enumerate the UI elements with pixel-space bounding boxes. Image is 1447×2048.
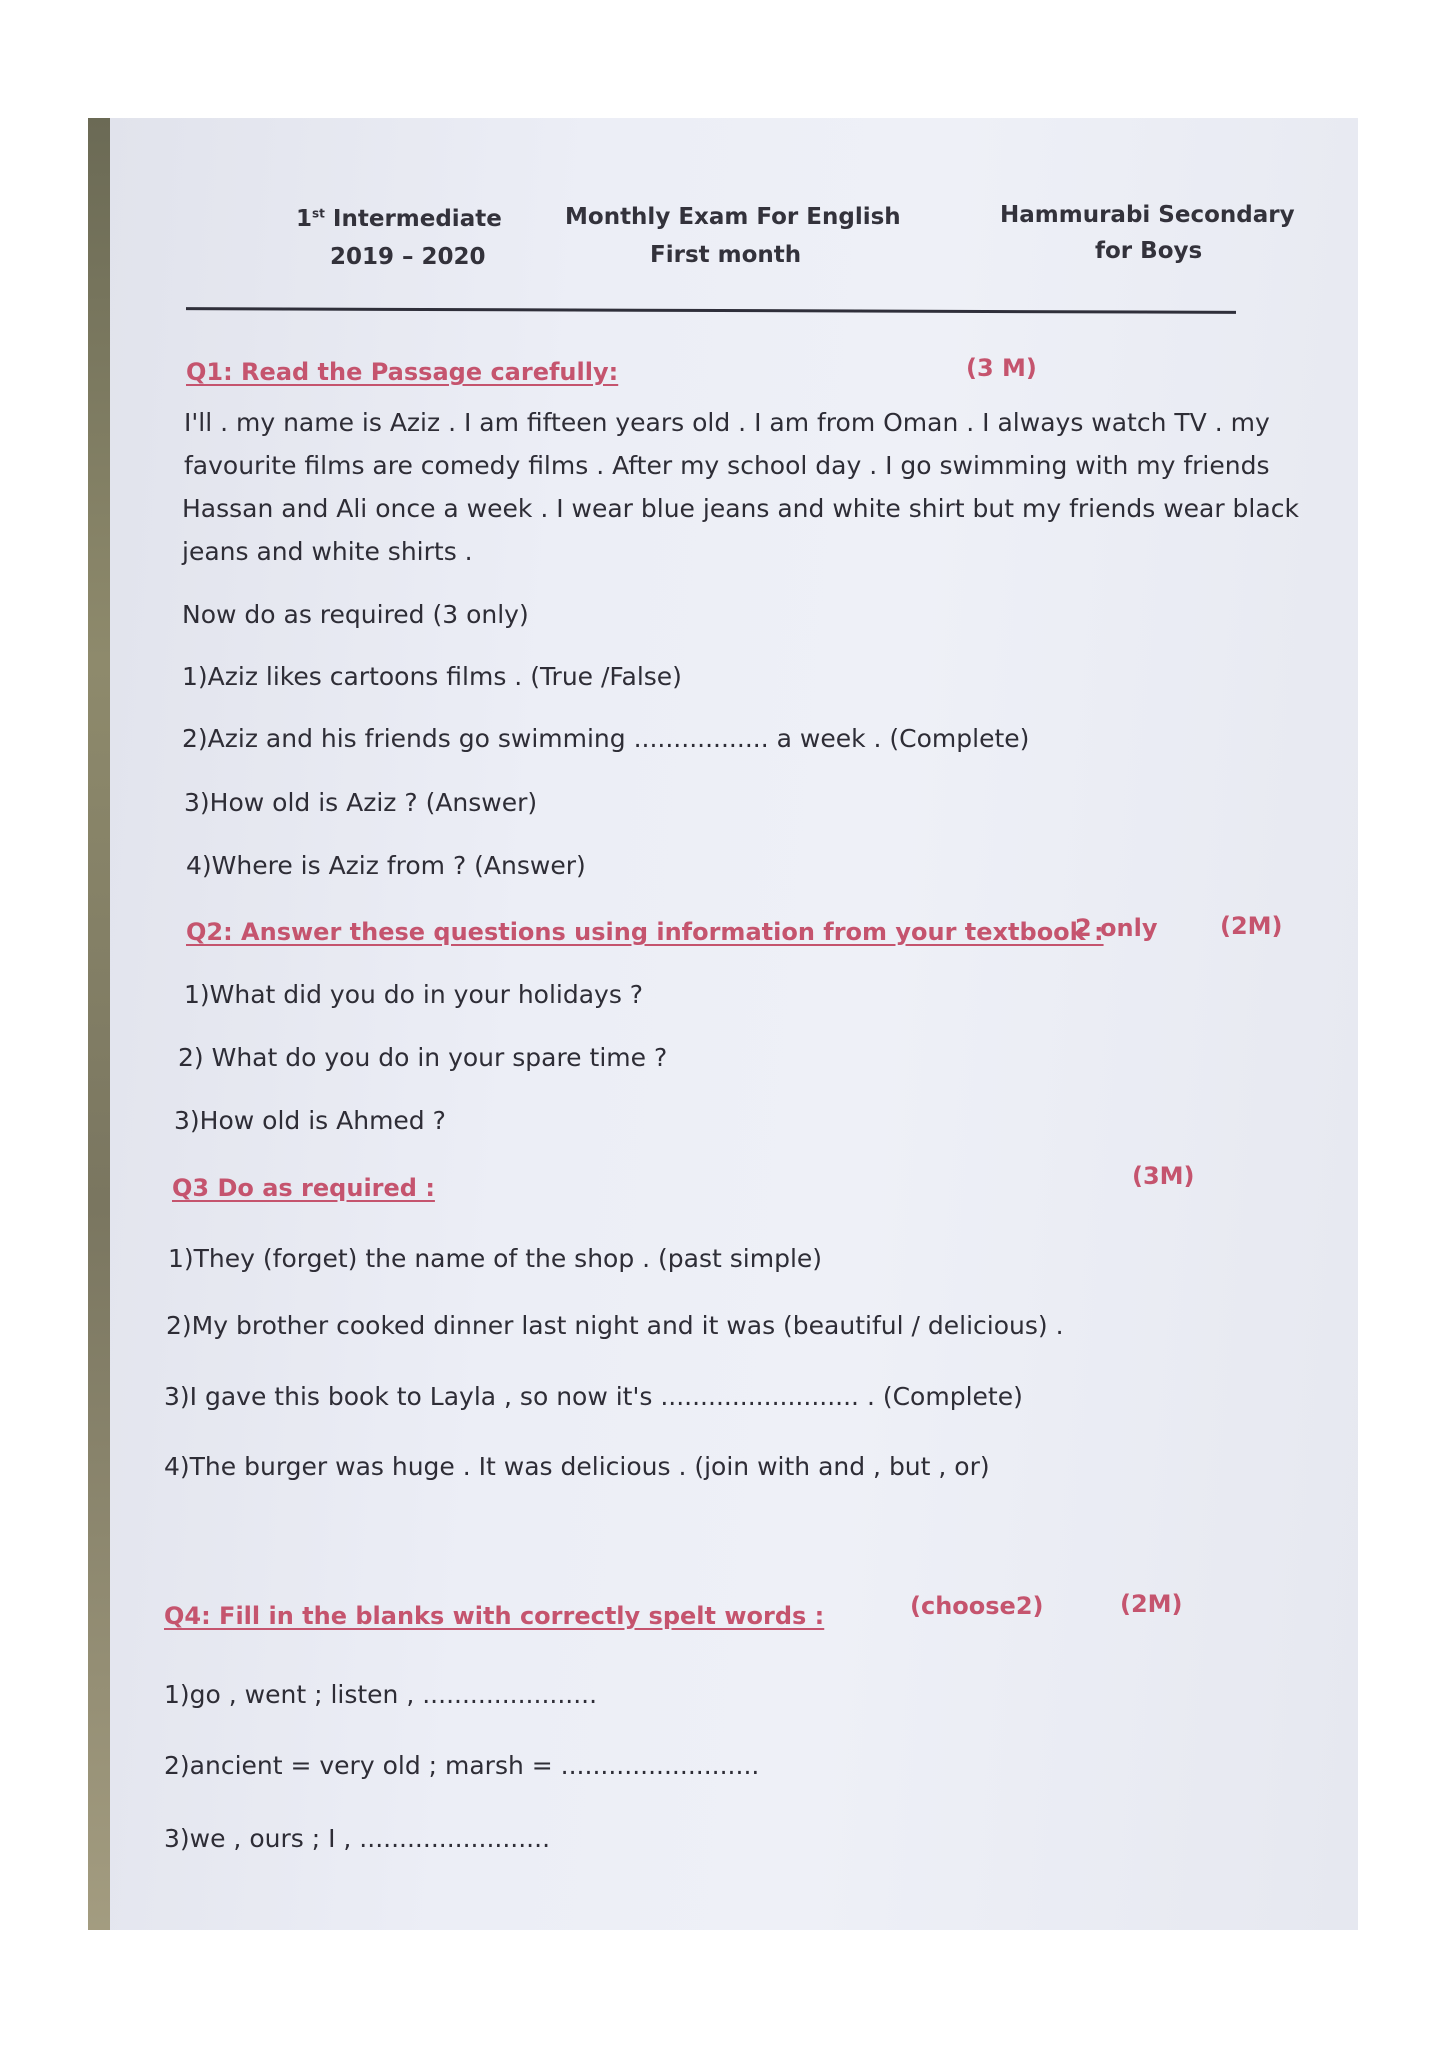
q4-choose: (choose2) bbox=[910, 1592, 1044, 1620]
school-name: Hammurabi Secondary bbox=[1000, 202, 1295, 228]
q4-item: 2)ancient = very old ; marsh = ......................... bbox=[164, 1751, 760, 1780]
q2-note: 2 only bbox=[1075, 914, 1158, 942]
grade-label: 1st Intermediate bbox=[296, 206, 502, 232]
q1-item: 4)Where is Aziz from ? (Answer) bbox=[186, 851, 586, 880]
q1-passage-line: favourite films are comedy films . After my school day . I go swimming with my friends bbox=[184, 451, 1270, 480]
q4-item: 3)we , ours ; I , ........................ bbox=[164, 1824, 551, 1853]
q1-item: 1)Aziz likes cartoons films . (True /False) bbox=[182, 662, 682, 691]
q2-item: 3)How old is Ahmed ? bbox=[174, 1106, 446, 1135]
q2-marks: (2M) bbox=[1220, 912, 1283, 940]
q1-instruction: Now do as required (3 only) bbox=[182, 600, 529, 629]
q1-marks: (3 M) bbox=[966, 354, 1037, 382]
q1-passage-line: jeans and white shirts . bbox=[182, 537, 473, 566]
q3-item: 1)They (forget) the name of the shop . (past simple) bbox=[168, 1244, 823, 1273]
q3-title: Q3 Do as required : bbox=[172, 1174, 435, 1202]
q1-passage-line: Hassan and Ali once a week . I wear blue jeans and white shirt but my friends wear black bbox=[182, 494, 1299, 523]
q1-title: Q1: Read the Passage carefully: bbox=[186, 358, 619, 386]
exam-paper bbox=[110, 118, 1358, 1930]
q2-title: Q2: Answer these questions using information from your textbook : bbox=[186, 918, 1104, 946]
q4-title: Q4: Fill in the blanks with correctly spelt words : bbox=[164, 1602, 825, 1630]
q1-passage-line: I'll . my name is Aziz . I am fifteen years old . I am from Oman . I always watch TV . my bbox=[184, 408, 1270, 437]
q3-item: 2)My brother cooked dinner last night and it was (beautiful / delicious) . bbox=[166, 1311, 1064, 1340]
q4-item: 1)go , went ; listen , ...................... bbox=[164, 1680, 598, 1709]
header-divider bbox=[186, 307, 1236, 314]
q3-marks: (3M) bbox=[1132, 1162, 1195, 1190]
q3-item: 3)I gave this book to Layla , so now it's ......................... . (Complete) bbox=[164, 1382, 1023, 1411]
exam-photo bbox=[88, 118, 1358, 1930]
q3-item: 4)The burger was huge . It was delicious . (join with and , but , or) bbox=[164, 1452, 990, 1481]
q2-item: 2) What do you do in your spare time ? bbox=[178, 1043, 668, 1072]
background-edge bbox=[88, 118, 110, 1930]
q4-marks: (2M) bbox=[1120, 1590, 1183, 1618]
school-name-line2: for Boys bbox=[1095, 238, 1203, 264]
q1-item: 3)How old is Aziz ? (Answer) bbox=[184, 788, 538, 817]
q1-item: 2)Aziz and his friends go swimming ................. a week . (Complete) bbox=[182, 724, 1030, 753]
exam-month: First month bbox=[650, 242, 802, 268]
exam-title: Monthly Exam For English bbox=[565, 204, 901, 230]
school-year: 2019 – 2020 bbox=[330, 244, 486, 270]
q2-item: 1)What did you do in your holidays ? bbox=[184, 980, 644, 1009]
